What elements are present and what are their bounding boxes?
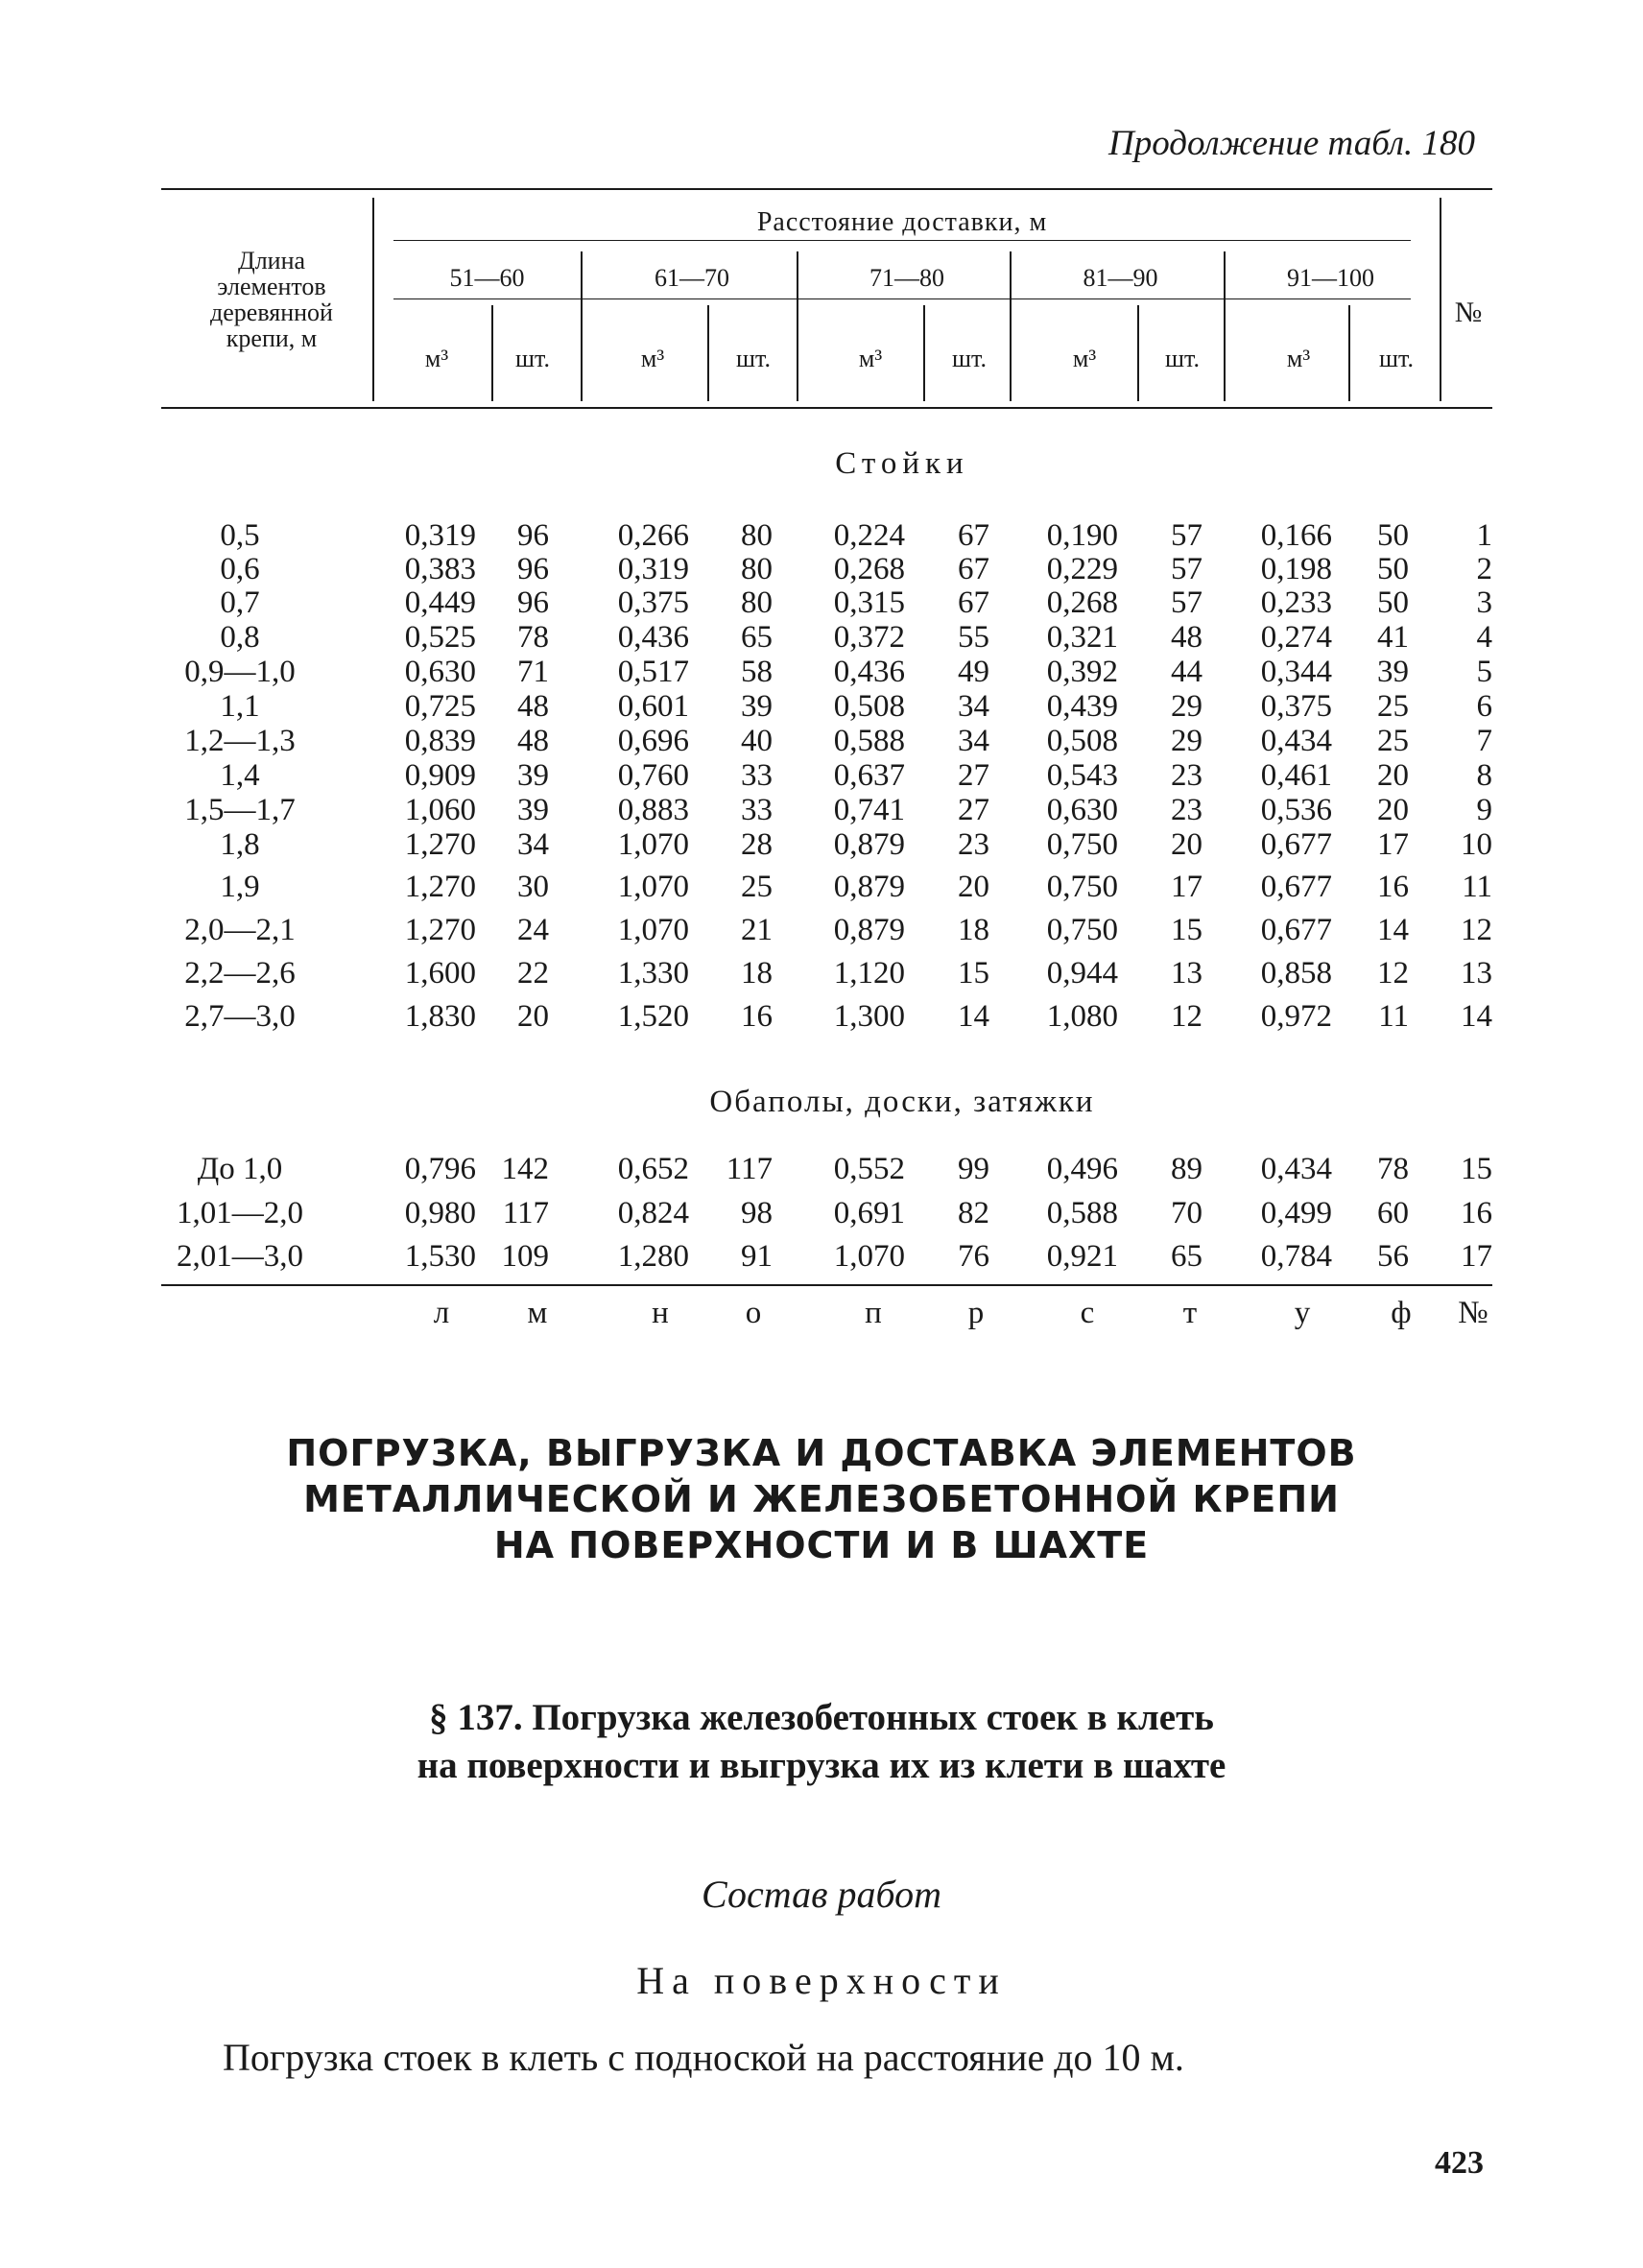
volume-cell: 0,601 [617, 689, 689, 724]
pieces-cell: 50 [1377, 552, 1409, 586]
volume-cell: 0,372 [833, 620, 905, 655]
row-number: 9 [1476, 793, 1492, 827]
volume-cell: 0,696 [617, 724, 689, 758]
row-number: 4 [1476, 620, 1492, 655]
main-heading [0, 1430, 1643, 1568]
column-letter: м [527, 1296, 548, 1330]
pieces-cell: 21 [741, 913, 773, 947]
row-number: 7 [1476, 724, 1492, 758]
section-heading-line: на поверхности и выгрузка их из клети в шахте [417, 1745, 1226, 1786]
volume-cell: 0,198 [1260, 552, 1332, 586]
pieces-cell: 12 [1377, 956, 1409, 991]
column-divider [1010, 251, 1012, 401]
volume-cell: 0,879 [833, 827, 905, 862]
pieces-cell: 33 [741, 758, 773, 793]
row-number: 5 [1476, 655, 1492, 689]
row-number: 6 [1476, 689, 1492, 724]
pieces-cell: 39 [517, 758, 549, 793]
pieces-cell: 80 [741, 552, 773, 586]
pieces-cell: 16 [741, 999, 773, 1034]
pieces-cell: 78 [517, 620, 549, 655]
volume-cell: 1,070 [833, 1239, 905, 1274]
volume-cell: 1,070 [617, 870, 689, 904]
volume-cell: 1,080 [1046, 999, 1118, 1034]
pieces-cell: 39 [741, 689, 773, 724]
composition-title: Состав работ [702, 1873, 941, 1916]
pieces-cell: 91 [741, 1239, 773, 1274]
volume-cell: 1,520 [617, 999, 689, 1034]
volume-cell: 0,858 [1260, 956, 1332, 991]
pieces-cell: 29 [1171, 689, 1202, 724]
pieces-cell: 57 [1171, 552, 1202, 586]
unit-pieces-header: шт. [1379, 345, 1414, 372]
pieces-cell: 11 [1378, 999, 1409, 1034]
pieces-cell: 65 [1171, 1239, 1202, 1274]
volume-cell: 1,270 [404, 870, 476, 904]
volume-cell: 0,824 [617, 1196, 689, 1230]
section-heading [0, 1694, 1643, 1790]
pieces-cell: 17 [1377, 827, 1409, 862]
volume-cell: 1,120 [833, 956, 905, 991]
pieces-cell: 14 [1377, 913, 1409, 947]
pieces-cell: 17 [1171, 870, 1202, 904]
volume-cell: 0,741 [833, 793, 905, 827]
volume-cell: 0,909 [404, 758, 476, 793]
volume-cell: 0,760 [617, 758, 689, 793]
row-length-label: До 1,0 [197, 1152, 283, 1186]
pieces-cell: 30 [517, 870, 549, 904]
volume-cell: 0,268 [1046, 585, 1118, 620]
volume-cell: 0,543 [1046, 758, 1118, 793]
pieces-cell: 13 [1171, 956, 1202, 991]
unit-m3-header: м³ [1286, 345, 1311, 372]
volume-cell: 0,879 [833, 913, 905, 947]
main-heading-line: НА ПОВЕРХНОСТИ И В ШАХТЕ [493, 1524, 1150, 1566]
column-letter: н [652, 1296, 669, 1330]
pieces-cell: 34 [958, 724, 989, 758]
pieces-cell: 25 [1377, 689, 1409, 724]
pieces-cell: 56 [1377, 1239, 1409, 1274]
pieces-cell: 15 [1171, 913, 1202, 947]
unit-m3-header: м³ [424, 345, 449, 372]
row-number: 8 [1476, 758, 1492, 793]
pieces-cell: 29 [1171, 724, 1202, 758]
volume-cell: 0,190 [1046, 518, 1118, 553]
unit-pieces-header: шт. [1165, 345, 1200, 372]
row-number: 11 [1462, 870, 1492, 904]
volume-cell: 0,677 [1260, 913, 1332, 947]
table-bottom-rule [161, 1284, 1492, 1286]
column-letter: р [967, 1296, 985, 1330]
pieces-cell: 39 [517, 793, 549, 827]
volume-cell: 0,691 [833, 1196, 905, 1230]
row-length-label: 1,2—1,3 [184, 724, 296, 758]
unit-m3-header: м³ [858, 345, 883, 372]
volume-cell: 0,436 [833, 655, 905, 689]
section-title: Стойки [835, 446, 969, 481]
volume-cell: 0,750 [1046, 827, 1118, 862]
stub-header-line: крепи, м [226, 324, 318, 352]
row-length-label: 2,01—3,0 [177, 1239, 303, 1274]
pieces-cell: 57 [1171, 518, 1202, 553]
unit-pieces-header: шт. [736, 345, 771, 372]
pieces-cell: 117 [726, 1152, 773, 1186]
header-bottom-rule [161, 407, 1492, 409]
pieces-cell: 24 [517, 913, 549, 947]
column-letter: о [745, 1296, 762, 1330]
volume-cell: 1,070 [617, 913, 689, 947]
volume-cell: 1,270 [404, 827, 476, 862]
volume-cell: 0,319 [404, 518, 476, 553]
pieces-cell: 48 [1171, 620, 1202, 655]
pieces-cell: 58 [741, 655, 773, 689]
volume-cell: 0,839 [404, 724, 476, 758]
row-number: 17 [1461, 1239, 1492, 1274]
row-number: 16 [1461, 1196, 1492, 1230]
pieces-cell: 20 [958, 870, 989, 904]
volume-cell: 0,725 [404, 689, 476, 724]
pieces-cell: 33 [741, 793, 773, 827]
pieces-cell: 34 [517, 827, 549, 862]
row-number: 12 [1461, 913, 1492, 947]
pieces-cell: 23 [958, 827, 989, 862]
volume-cell: 0,266 [617, 518, 689, 553]
pieces-cell: 39 [1377, 655, 1409, 689]
column-divider [797, 251, 798, 401]
volume-cell: 1,270 [404, 913, 476, 947]
volume-cell: 0,784 [1260, 1239, 1332, 1274]
pieces-cell: 50 [1377, 518, 1409, 553]
pieces-cell: 27 [958, 793, 989, 827]
distance-range-header: 61—70 [655, 264, 729, 292]
unit-m3-header: м³ [1072, 345, 1097, 372]
main-heading-line: МЕТАЛЛИЧЕСКОЙ И ЖЕЛЕЗОБЕТОННОЙ КРЕПИ [303, 1478, 1340, 1520]
pieces-cell: 80 [741, 518, 773, 553]
volume-cell: 0,508 [833, 689, 905, 724]
volume-cell: 0,921 [1046, 1239, 1118, 1274]
volume-cell: 0,588 [1046, 1196, 1118, 1230]
volume-cell: 0,677 [1260, 870, 1332, 904]
volume-cell: 1,330 [617, 956, 689, 991]
pieces-cell: 16 [1377, 870, 1409, 904]
volume-cell: 0,375 [1260, 689, 1332, 724]
volume-cell: 1,280 [617, 1239, 689, 1274]
pieces-cell: 48 [517, 724, 549, 758]
main-heading-line: ПОГРУЗКА, ВЫГРУЗКА И ДОСТАВКА ЭЛЕМЕНТОВ [286, 1432, 1357, 1474]
row-length-label: 0,8 [220, 620, 260, 655]
row-number: 3 [1476, 585, 1492, 620]
volume-cell: 1,060 [404, 793, 476, 827]
pieces-cell: 99 [958, 1152, 989, 1186]
pieces-cell: 20 [1171, 827, 1202, 862]
volume-cell: 0,630 [1046, 793, 1118, 827]
volume-cell: 1,300 [833, 999, 905, 1034]
pieces-cell: 48 [517, 689, 549, 724]
column-divider [372, 198, 374, 401]
pieces-cell: 96 [517, 518, 549, 553]
pieces-cell: 34 [958, 689, 989, 724]
volume-cell: 0,449 [404, 585, 476, 620]
pieces-cell: 20 [517, 999, 549, 1034]
pieces-cell: 22 [517, 956, 549, 991]
page-number: 423 [1435, 2145, 1484, 2181]
volume-cell: 0,344 [1260, 655, 1332, 689]
volume-cell: 0,383 [404, 552, 476, 586]
range-underline [393, 298, 1411, 299]
stub-header-line: деревянной [210, 298, 333, 326]
column-letter: т [1182, 1296, 1198, 1330]
table-continuation-caption: Продолжение табл. 180 [1108, 124, 1476, 163]
row-length-label: 2,7—3,0 [184, 999, 296, 1034]
pieces-cell: 55 [958, 620, 989, 655]
volume-cell: 0,630 [404, 655, 476, 689]
volume-cell: 0,392 [1046, 655, 1118, 689]
pieces-cell: 76 [958, 1239, 989, 1274]
pieces-cell: 18 [741, 956, 773, 991]
pieces-cell: 41 [1377, 620, 1409, 655]
row-length-label: 1,01—2,0 [177, 1196, 303, 1230]
row-length-label: 1,8 [220, 827, 260, 862]
pieces-cell: 60 [1377, 1196, 1409, 1230]
pieces-cell: 23 [1171, 758, 1202, 793]
table-top-rule [161, 188, 1492, 190]
pieces-cell: 18 [958, 913, 989, 947]
volume-cell: 0,434 [1260, 724, 1332, 758]
pieces-cell: 96 [517, 585, 549, 620]
row-number: 14 [1461, 999, 1492, 1034]
pieces-cell: 80 [741, 585, 773, 620]
volume-cell: 0,980 [404, 1196, 476, 1230]
pieces-cell: 65 [741, 620, 773, 655]
row-number: 10 [1461, 827, 1492, 862]
volume-cell: 0,434 [1260, 1152, 1332, 1186]
pieces-cell: 20 [1377, 793, 1409, 827]
column-letter: ф [1391, 1296, 1412, 1330]
pieces-cell: 117 [502, 1196, 549, 1230]
row-length-label: 0,6 [220, 552, 260, 586]
row-length-label: 1,4 [220, 758, 260, 793]
volume-cell: 0,677 [1260, 827, 1332, 862]
row-length-label: 1,1 [220, 689, 260, 724]
volume-cell: 0,315 [833, 585, 905, 620]
row-length-label: 2,0—2,1 [184, 913, 296, 947]
volume-cell: 0,750 [1046, 870, 1118, 904]
pieces-cell: 109 [501, 1239, 549, 1274]
pieces-cell: 14 [958, 999, 989, 1034]
distance-underline [393, 240, 1411, 241]
volume-cell: 0,233 [1260, 585, 1332, 620]
volume-cell: 0,375 [617, 585, 689, 620]
section-heading-line: § 137. Погрузка железобетонных стоек в клеть [429, 1697, 1214, 1738]
pieces-cell: 71 [517, 655, 549, 689]
volume-cell: 0,796 [404, 1152, 476, 1186]
volume-cell: 0,525 [404, 620, 476, 655]
row-number: 13 [1461, 956, 1492, 991]
pieces-cell: 98 [741, 1196, 773, 1230]
pieces-cell: 89 [1171, 1152, 1202, 1186]
column-letter: л [433, 1296, 450, 1330]
number-header: № [1454, 297, 1483, 328]
volume-cell: 0,319 [617, 552, 689, 586]
volume-cell: 0,637 [833, 758, 905, 793]
volume-cell: 0,652 [617, 1152, 689, 1186]
unit-pieces-header: шт. [515, 345, 550, 372]
column-divider [1224, 251, 1226, 401]
row-number: 1 [1476, 518, 1492, 553]
pieces-cell: 15 [958, 956, 989, 991]
pieces-cell: 25 [741, 870, 773, 904]
volume-cell: 1,530 [404, 1239, 476, 1274]
row-length-label: 0,9—1,0 [184, 655, 296, 689]
row-length-label: 1,5—1,7 [184, 793, 296, 827]
pieces-cell: 27 [958, 758, 989, 793]
column-divider [581, 251, 583, 401]
pieces-cell: 70 [1171, 1196, 1202, 1230]
volume-cell: 0,883 [617, 793, 689, 827]
pieces-cell: 28 [741, 827, 773, 862]
volume-cell: 0,268 [833, 552, 905, 586]
stub-header [171, 248, 372, 351]
distance-header: Расстояние доставки, м [756, 207, 1048, 237]
volume-cell: 0,517 [617, 655, 689, 689]
volume-cell: 0,552 [833, 1152, 905, 1186]
volume-cell: 0,229 [1046, 552, 1118, 586]
pieces-cell: 96 [517, 552, 549, 586]
pieces-cell: 142 [501, 1152, 549, 1186]
volume-cell: 0,972 [1260, 999, 1332, 1034]
pieces-cell: 12 [1171, 999, 1202, 1034]
distance-range-header: 51—60 [449, 264, 525, 292]
pieces-cell: 40 [741, 724, 773, 758]
pieces-cell: 49 [958, 655, 989, 689]
column-letter: п [865, 1296, 882, 1330]
pieces-cell: 44 [1171, 655, 1202, 689]
volume-cell: 0,499 [1260, 1196, 1332, 1230]
row-length-label: 0,7 [220, 585, 260, 620]
section-title: Обаполы, доски, затяжки [709, 1085, 1095, 1119]
distance-range-header: 81—90 [1083, 264, 1158, 292]
unit-pieces-header: шт. [952, 345, 987, 372]
pieces-cell: 57 [1171, 585, 1202, 620]
distance-range-header: 71—80 [869, 264, 944, 292]
row-length-label: 2,2—2,6 [184, 956, 296, 991]
volume-cell: 0,461 [1260, 758, 1332, 793]
volume-cell: 0,321 [1046, 620, 1118, 655]
row-length-label: 1,9 [220, 870, 260, 904]
volume-cell: 0,166 [1260, 518, 1332, 553]
pieces-cell: 67 [958, 552, 989, 586]
volume-cell: 0,436 [617, 620, 689, 655]
row-number: 2 [1476, 552, 1492, 586]
volume-cell: 0,750 [1046, 913, 1118, 947]
stub-header-line: Длина [237, 247, 306, 275]
pieces-cell: 67 [958, 518, 989, 553]
subheading: На поверхности [636, 1959, 1007, 2002]
volume-cell: 0,496 [1046, 1152, 1118, 1186]
paragraph: Погрузка стоек в клеть с подноской на расстояние до 10 м. [223, 2036, 1184, 2079]
stub-header-line: элементов [217, 273, 326, 300]
volume-cell: 0,879 [833, 870, 905, 904]
pieces-cell: 23 [1171, 793, 1202, 827]
volume-cell: 1,830 [404, 999, 476, 1034]
volume-cell: 0,508 [1046, 724, 1118, 758]
pieces-cell: 20 [1377, 758, 1409, 793]
distance-range-header: 91—100 [1287, 264, 1374, 292]
pieces-cell: 67 [958, 585, 989, 620]
volume-cell: 0,588 [833, 724, 905, 758]
column-letter: № [1458, 1296, 1488, 1330]
volume-cell: 1,070 [617, 827, 689, 862]
volume-cell: 0,536 [1260, 793, 1332, 827]
pieces-cell: 82 [958, 1196, 989, 1230]
unit-m3-header: м³ [640, 345, 665, 372]
row-number: 15 [1461, 1152, 1492, 1186]
pieces-cell: 25 [1377, 724, 1409, 758]
volume-cell: 0,224 [833, 518, 905, 553]
volume-cell: 1,600 [404, 956, 476, 991]
row-length-label: 0,5 [220, 518, 260, 553]
volume-cell: 0,944 [1046, 956, 1118, 991]
volume-cell: 0,274 [1260, 620, 1332, 655]
volume-cell: 0,439 [1046, 689, 1118, 724]
column-letter: у [1294, 1296, 1311, 1330]
pieces-cell: 50 [1377, 585, 1409, 620]
pieces-cell: 78 [1377, 1152, 1409, 1186]
column-letter: с [1080, 1296, 1095, 1330]
